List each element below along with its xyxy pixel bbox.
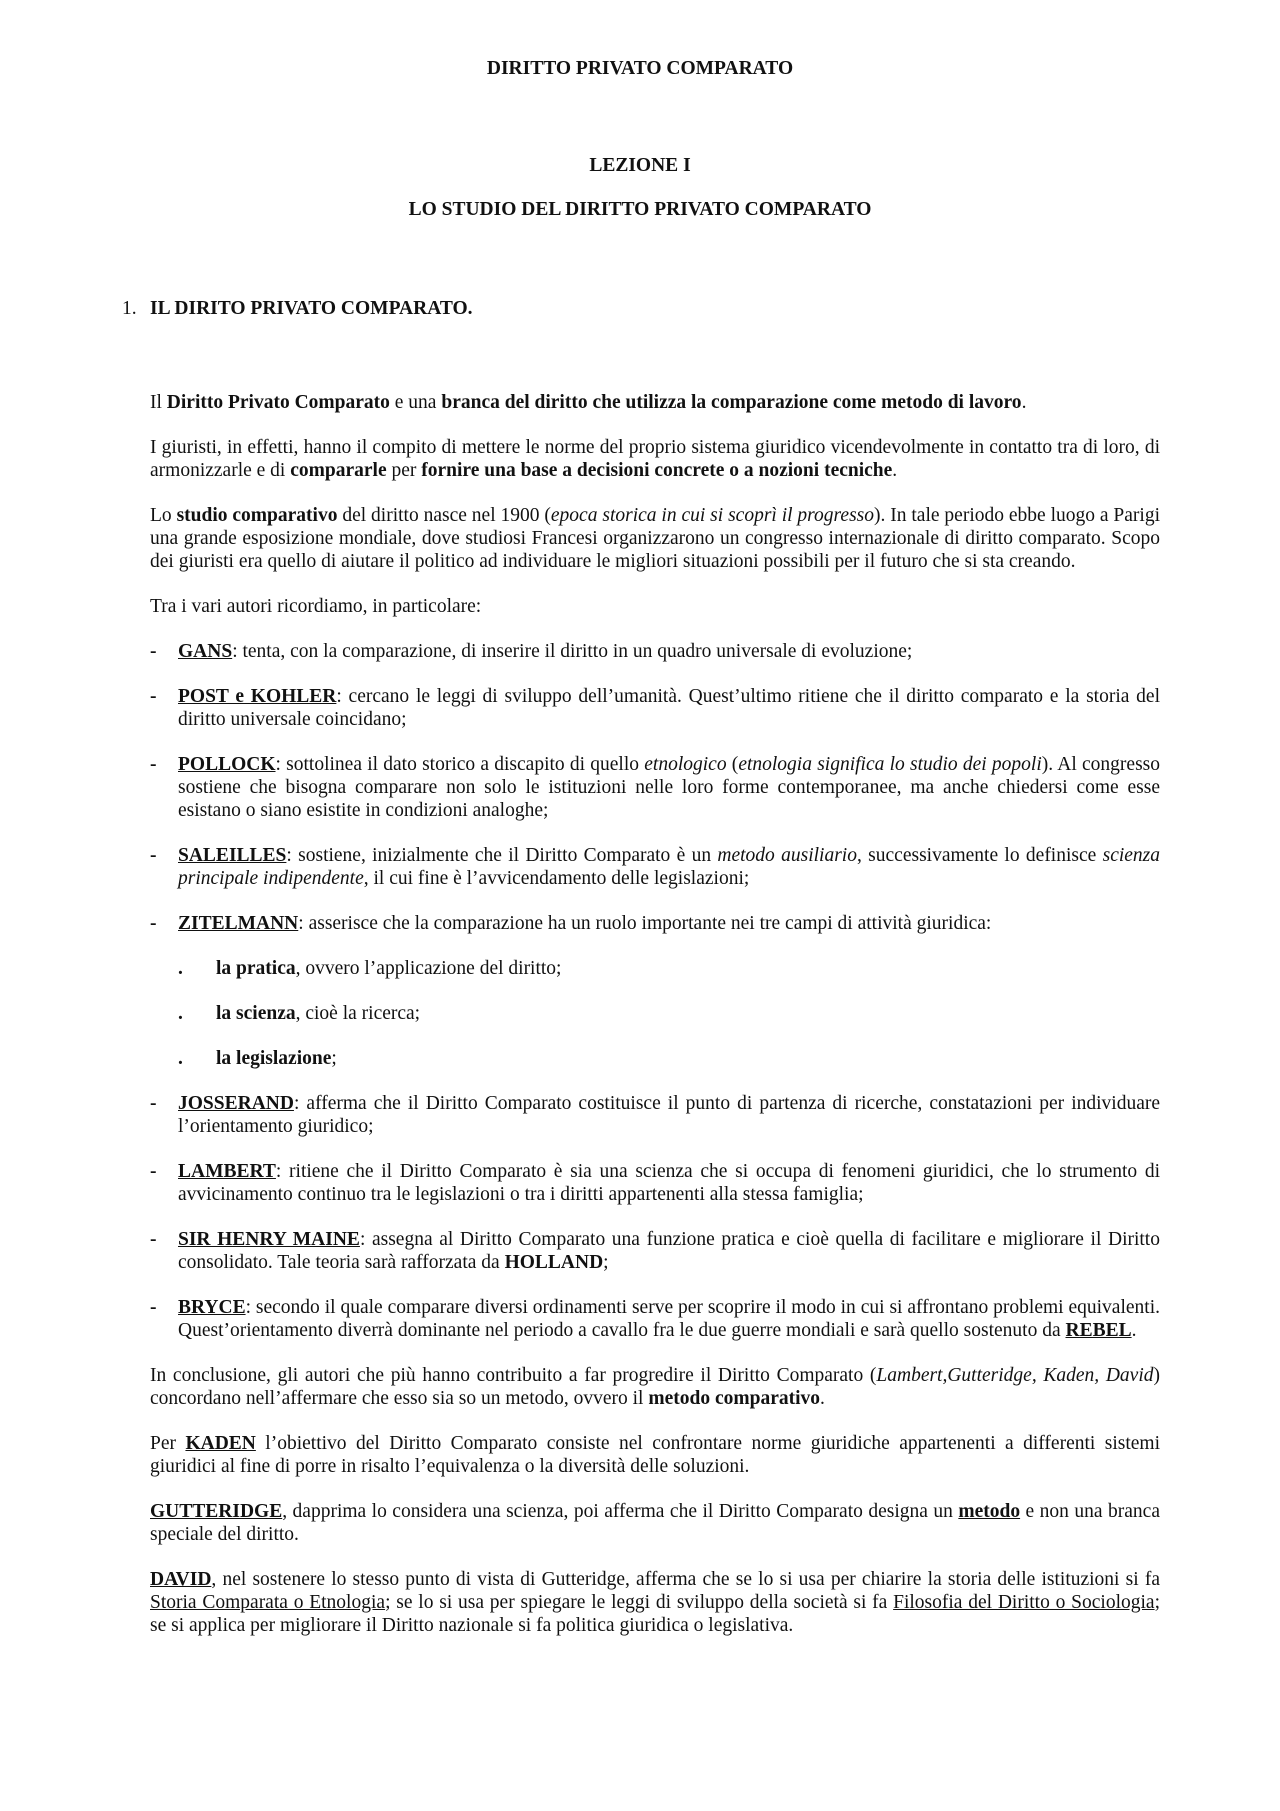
author-name: POST e KOHLER [178,686,337,707]
lesson-subtitle: LO STUDIO DEL DIRITTO PRIVATO COMPARATO [408,199,872,220]
sub-bullet: . [178,1048,183,1069]
paragraph-definition: Il Diritto Privato Comparato e una branca del diritto che utilizza la comparazione come metodo di lavoro. [150,392,1027,413]
paragraph-conclusione: In conclusione, gli autori che più hanno contribuito a far progredire il Diritto Comparato (Lambert,Gutteridge, Kaden, David) concordano nell’affermare che esso sia so un metodo, ovvero il metodo comparativo. [150,1365,1160,1409]
paragraph-kaden: Per KADEN l’obiettivo del Diritto Comparato consiste nel confrontare norme giuridiche appartenenti a differenti sistemi giuridici al fine di porre in risalto l’equivalenza o la diversità delle soluzioni. [150,1433,1160,1477]
list-item-saleilles: - SALEILLES: sostiene, inizialmente che il Diritto Comparato è un metodo ausiliario, successivamente lo definisce scienza principale indipendente, il cui fine è l’avvicendamento delle legislazioni; [150,845,1161,889]
author-name: SALEILLES [178,845,287,866]
author-name: BRYCE [178,1297,246,1318]
document-body [150,391,1160,1637]
paragraph-autori-intro: Tra i vari autori ricordiamo, in particolare: [150,596,482,617]
paragraph-gutteridge: GUTTERIDGE, dapprima lo considera una scienza, poi afferma che il Diritto Comparato designa un metodo e non una branca speciale del diritto. [150,1501,1160,1545]
author-name: ZITELMANN [178,913,299,934]
sub-item-pratica: . la pratica, ovvero l’applicazione del diritto; [178,958,562,979]
paragraph-david: DAVID, nel sostenere lo stesso punto di vista di Gutteridge, afferma che se lo si usa per chiarire la storia delle istituzioni si fa Storia Comparata o Etnologia; se lo si usa per spiegare le leggi di sviluppo della società si fa Filosofia del Diritto o Sociologia; se si applica per migliorare il Diritto nazionale si fa politica giuridica o legislativa. [150,1569,1160,1636]
list-item-zitelmann: - ZITELMANN: asserisce che la comparazione ha un ruolo importante nei tre campi di attività giuridica: [150,913,992,934]
bullet-dash: - [150,1229,157,1250]
bullet-dash: - [150,845,157,866]
author-name: SIR HENRY MAINE [178,1229,360,1250]
section-title: IL DIRITO PRIVATO COMPARATO. [150,298,473,319]
bullet-dash: - [150,1297,157,1318]
list-item-gans: - GANS: tenta, con la comparazione, di inserire il diritto in un quadro universale di evoluzione; [150,641,913,662]
author-name: JOSSERAND [178,1093,294,1114]
bullet-dash: - [150,686,157,707]
bullet-dash: - [150,1093,157,1114]
paragraph-giuristi: I giuristi, in effetti, hanno il compito di mettere le norme del proprio sistema giuridico vicendevolmente in contatto tra di loro, di armonizzarle e di compararle per fornire una base a decisioni concrete o a nozioni tecniche. [150,437,1160,481]
sub-item-legislazione: . la legislazione; [178,1048,337,1069]
list-item-pollock: - POLLOCK: sottolinea il dato storico a discapito di quello etnologico (etnologia significa lo studio dei popoli). Al congresso sostiene che bisogna comparare non solo le istituzioni nelle loro forme contemporanee, ma anche chiedersi come esse esistano o siano esistite in condizioni analoghe; [150,754,1161,821]
paragraph-studio-comparativo: Lo studio comparativo del diritto nasce nel 1900 (epoca storica in cui si scoprì il progresso). In tale periodo ebbe luogo a Parigi una grande esposizione mondiale, dove studiosi Francesi organizzarono un congresso internazionale di diritto comparato. Scopo dei giuristi era quello di aiutare il politico ad individuare le migliori situazioni possibili per il futuro che si sta creando. [150,505,1161,572]
bullet-dash: - [150,754,157,775]
list-item-post-kohler: - POST e KOHLER: cercano le leggi di sviluppo dell’umanità. Quest’ultimo ritiene che il diritto comparato e la storia del diritto universale coincidano; [150,686,1160,730]
section-heading [122,297,473,320]
lesson-heading: LEZIONE I [589,155,691,176]
author-name: POLLOCK [178,754,276,775]
list-item-josserand: - JOSSERAND: afferma che il Diritto Comparato costituisce il punto di partenza di ricerche, constatazioni per individuare l’orientamento giuridico; [150,1093,1160,1137]
document-title: DIRITTO PRIVATO COMPARATO [486,58,794,79]
sub-bullet: . [178,1003,183,1024]
sub-bullet: . [178,958,183,979]
bullet-dash: - [150,913,157,934]
section-number: 1. [122,298,137,319]
sub-item-scienza: . la scienza, cioè la ricerca; [178,1003,421,1024]
author-name: LAMBERT [178,1161,276,1182]
bullet-dash: - [150,1161,157,1182]
list-item-maine: - SIR HENRY MAINE: assegna al Diritto Comparato una funzione pratica e cioè quella di facilitare e migliorare il Diritto consolidato. Tale teoria sarà rafforzata da HOLLAND; [150,1229,1160,1273]
author-name: GANS [178,641,233,662]
list-item-bryce: - BRYCE: secondo il quale comparare diversi ordinamenti serve per scoprire il modo in cui si affrontano problemi equivalenti. Quest’orientamento diverrà dominante nel periodo a cavallo fra le due guerre mondiali e sarà quello sostenuto da REBEL. [150,1297,1160,1341]
list-item-lambert: - LAMBERT: ritiene che il Diritto Comparato è sia una scienza che si occupa di fenomeni giuridici, che lo strumento di avvicinamento continuo tra le legislazioni o tra i diritti appartenenti alla stessa famiglia; [150,1161,1160,1205]
bullet-dash: - [150,641,157,662]
